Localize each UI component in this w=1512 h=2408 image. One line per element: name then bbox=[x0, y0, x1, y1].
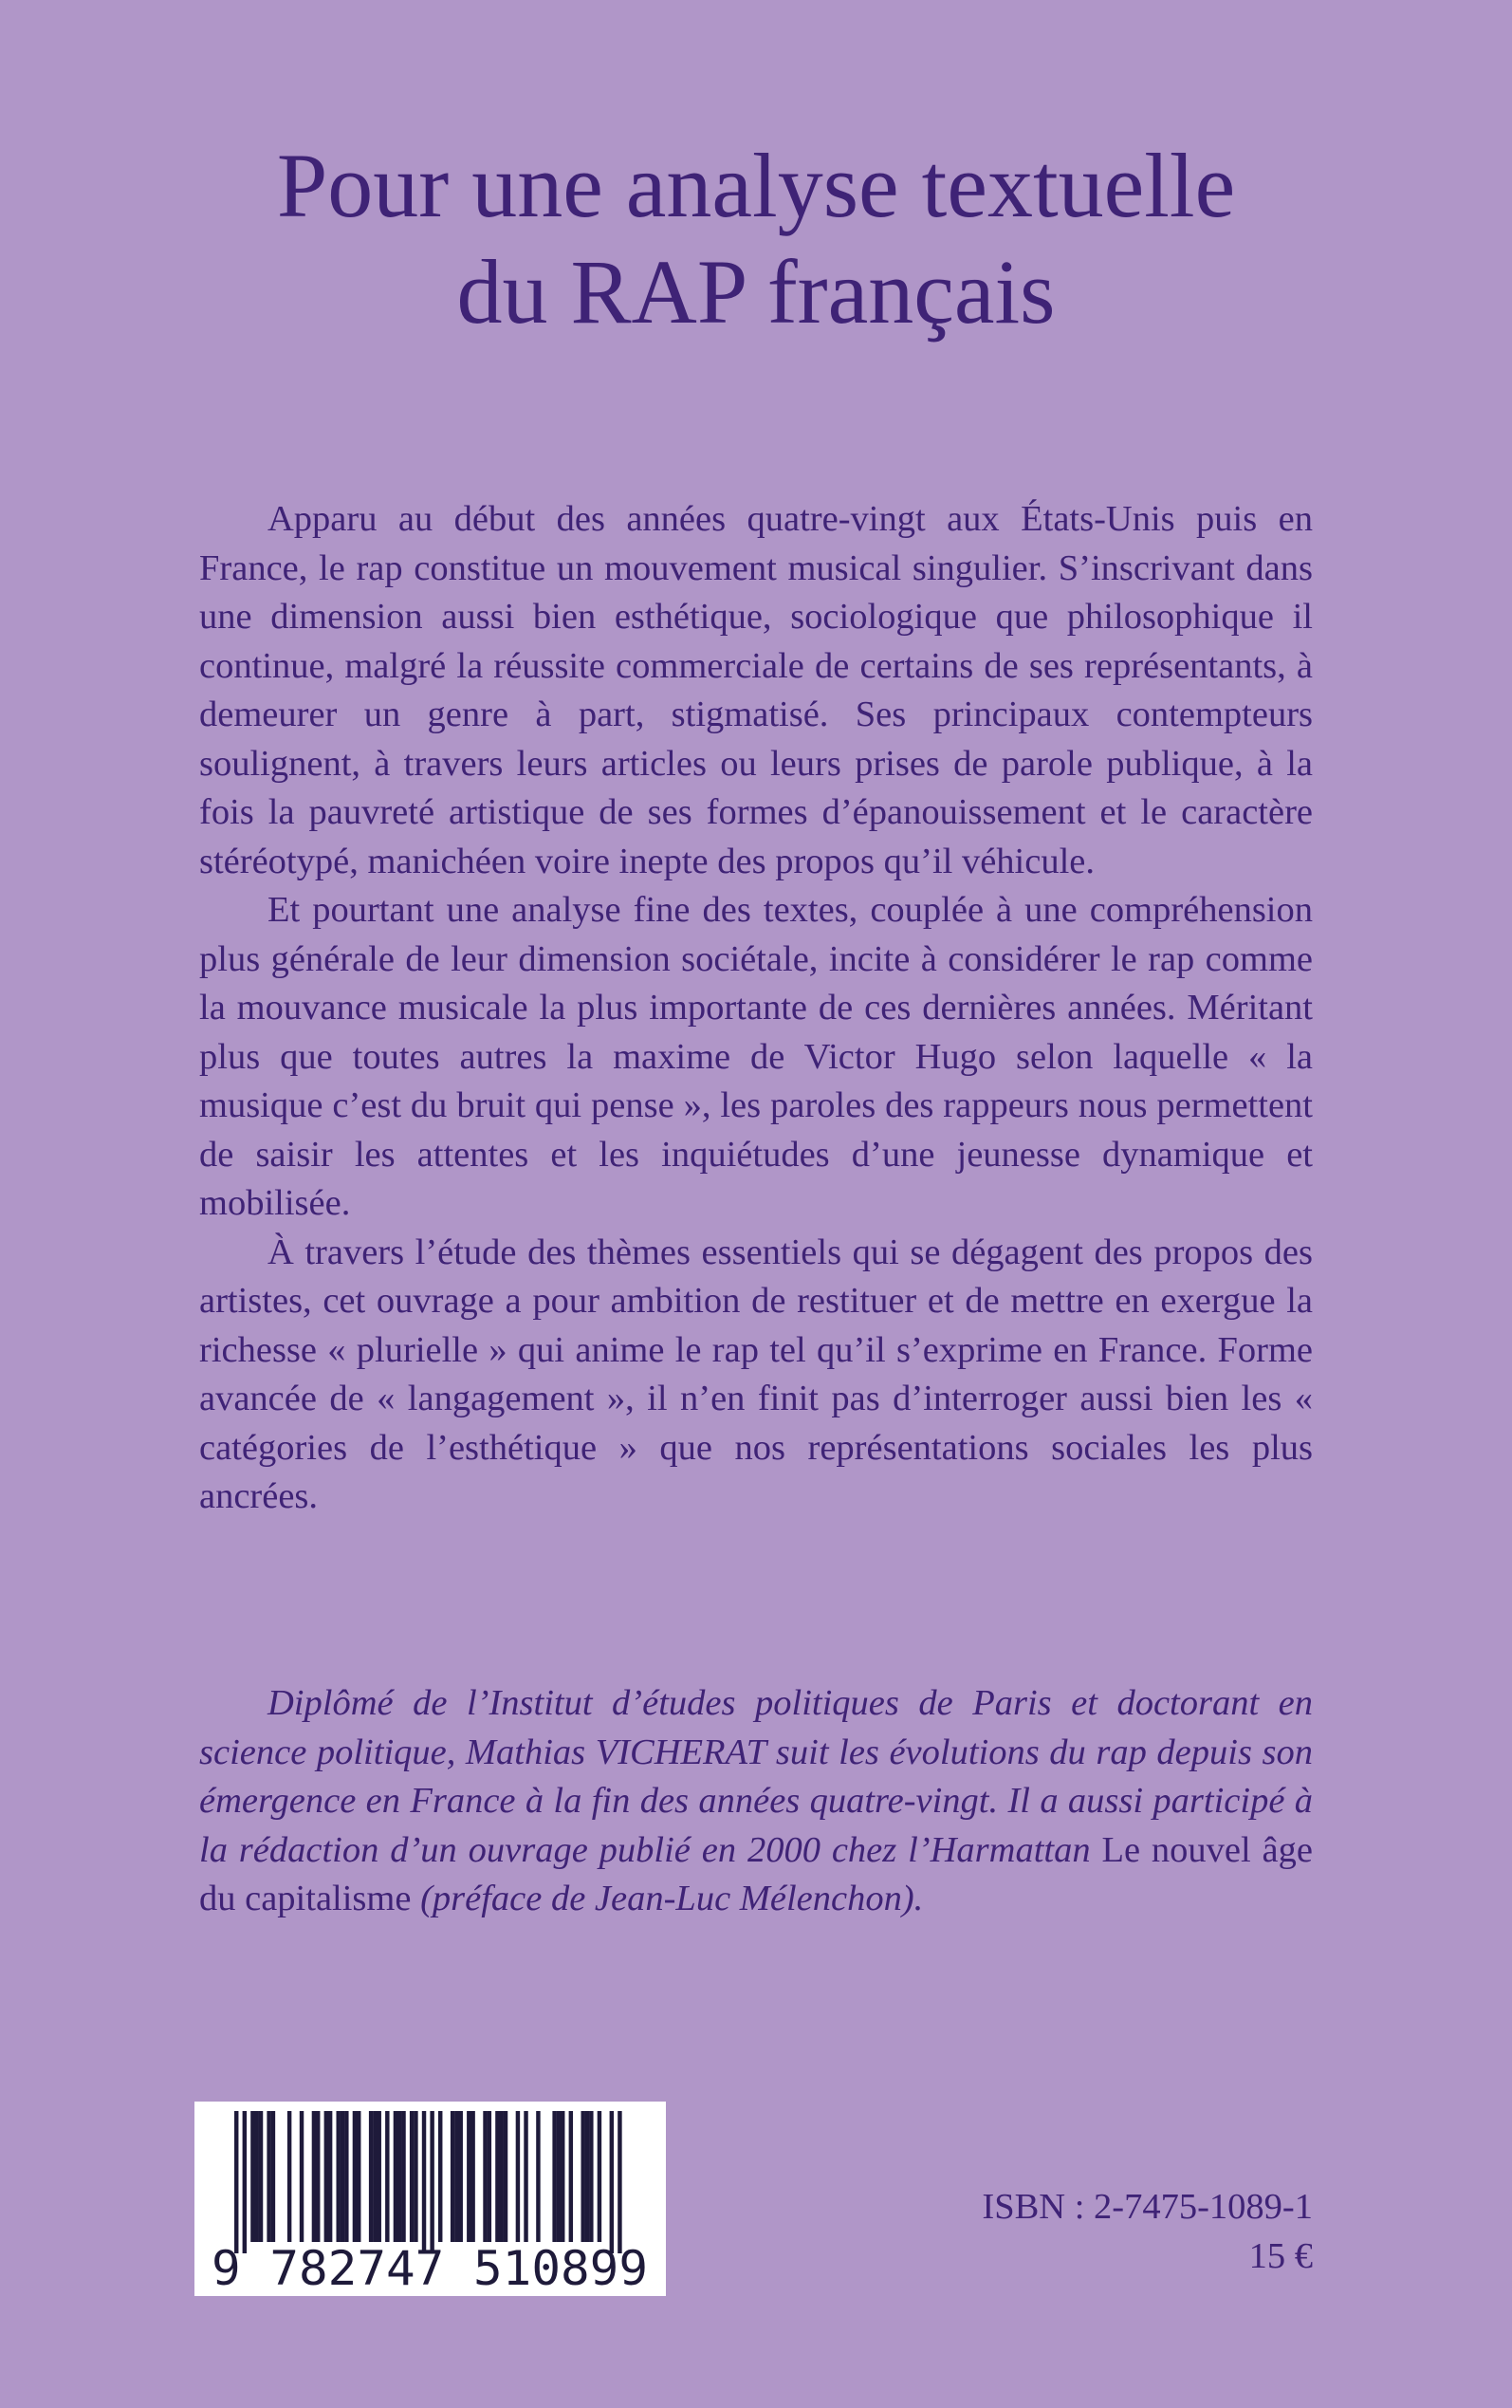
barcode-digits: 9 782747 510899 bbox=[212, 2241, 648, 2296]
barcode-bar bbox=[516, 2111, 520, 2242]
barcode-bar bbox=[357, 2111, 360, 2242]
barcode-bar bbox=[524, 2111, 527, 2242]
barcode-bar bbox=[344, 2111, 348, 2242]
author-bio-part-2: (préface de Jean-Luc Mélenchon). bbox=[411, 1879, 924, 1918]
barcode-bar bbox=[459, 2111, 463, 2242]
barcode-bar bbox=[467, 2111, 470, 2242]
barcode-bar bbox=[495, 2111, 499, 2242]
blurb-paragraph-1: Apparu au début des années quatre-vingt aux États-Unis puis en France, le rap constitue un mouvement musical singulier. S’inscrivant dans une dimension aussi bien esthétique, sociologique que philosophique il continue, malgré la réussite commerciale de certains de ses représentants, à demeurer un genre à part, stigmatisé. Ses principaux contempteurs soulignent, à travers leurs articles ou leurs prises de parole publique, à la fois la pauvreté artistique de ses formes d’épanouissement et le caractère stéréotypé, manichéen voire inepte des propos qu’il véhicule. bbox=[199, 499, 1313, 881]
barcode-bar bbox=[378, 2111, 381, 2242]
barcode-bar bbox=[255, 2111, 259, 2242]
barcode-bar bbox=[610, 2111, 614, 2253]
barcode-bar bbox=[585, 2111, 589, 2242]
book-title-line-2: du RAP français bbox=[456, 241, 1056, 343]
barcode-bar bbox=[454, 2111, 458, 2242]
barcode-bar bbox=[287, 2111, 291, 2242]
barcode-bar bbox=[353, 2111, 357, 2242]
blurb-paragraph-2: Et pourtant une analyse fine des textes, couplée à une compréhension plus générale de leur dimension sociétale, incite à considérer le rap comme la mouvance musicale la plus importante de ces dernières années. Méritant plus que toutes autres la maxime de Victor Hugo selon laquelle « la musique c’est du bruit qui pense », les paroles des rappeurs nous permettent de saisir les attentes et les inquiétudes d’une jeunesse dynamique et mobilisée. bbox=[199, 890, 1313, 1223]
barcode-bar bbox=[430, 2111, 433, 2253]
barcode-bars bbox=[234, 2111, 622, 2253]
barcode-bar bbox=[324, 2111, 328, 2242]
barcode-bar bbox=[488, 2111, 491, 2242]
barcode-bar bbox=[470, 2111, 474, 2242]
barcode-bar bbox=[504, 2111, 507, 2242]
blurb bbox=[199, 495, 1313, 1522]
blurb-paragraph-3: À travers l’étude des thèmes essentiels qui se dégagent des propos des artistes, cet ouvrage a pour ambition de restituer et de mettre en exergue la richesse « plurielle » qui anime le rap tel qu’il s’exprime en France. Forme avancée de « langagement », il n’en finit pas d’interroger aussi bien les « catégories de l’esthétique » que nos représentations sociales les plus ancrées. bbox=[199, 1232, 1313, 1516]
barcode-bar bbox=[385, 2111, 389, 2242]
cited-book-title: Le nouvel âge du capitalisme bbox=[199, 1829, 1313, 1918]
barcode-bar bbox=[316, 2111, 320, 2242]
isbn: ISBN : 2-7475-1089-1 bbox=[982, 2187, 1313, 2227]
barcode-bar bbox=[401, 2111, 405, 2242]
barcode-bar bbox=[300, 2111, 304, 2242]
barcode-bar bbox=[598, 2111, 601, 2242]
barcode-bar bbox=[569, 2111, 573, 2242]
barcode-bar bbox=[267, 2111, 270, 2242]
isbn-price-block bbox=[982, 2182, 1313, 2281]
barcode-bar bbox=[234, 2111, 238, 2253]
barcode-bar bbox=[438, 2111, 442, 2242]
barcode-bar bbox=[250, 2111, 254, 2242]
barcode-bar bbox=[337, 2111, 341, 2242]
barcode-bar bbox=[536, 2111, 540, 2242]
barcode bbox=[194, 2102, 666, 2296]
barcode-bar bbox=[451, 2111, 454, 2242]
barcode-bar bbox=[557, 2111, 561, 2242]
barcode-bar bbox=[312, 2111, 316, 2242]
barcode-bar bbox=[552, 2111, 556, 2242]
barcode-graphic bbox=[194, 2102, 666, 2296]
barcode-bar bbox=[373, 2111, 377, 2242]
barcode-bar bbox=[341, 2111, 344, 2242]
barcode-bar bbox=[271, 2111, 275, 2242]
barcode-bar bbox=[394, 2111, 397, 2242]
price: 15 € bbox=[1248, 2236, 1313, 2276]
barcode-bar bbox=[561, 2111, 564, 2242]
book-title-line-1: Pour une analyse textuelle bbox=[276, 135, 1236, 236]
barcode-bar bbox=[410, 2111, 414, 2242]
barcode-bar bbox=[259, 2111, 263, 2242]
barcode-bar bbox=[500, 2111, 504, 2242]
barcode-bar bbox=[422, 2111, 426, 2253]
barcode-bar bbox=[483, 2111, 487, 2242]
author-bio bbox=[199, 1679, 1313, 1924]
barcode-bar bbox=[328, 2111, 332, 2242]
barcode-bar bbox=[243, 2111, 247, 2253]
barcode-bar bbox=[589, 2111, 593, 2242]
barcode-bar bbox=[618, 2111, 621, 2253]
author-bio-part-1: Diplômé de l’Institut d’études politiques de Paris et doctorant en science politique, Mathias VICHERAT suit les évolutions du rap depuis son émergence en France à la fin des années quatre-vingt. Il a aussi participé à la rédaction d’un ouvrage publié en 2000 chez l’Harmattan bbox=[199, 1683, 1313, 1870]
barcode-bar bbox=[414, 2111, 417, 2242]
barcode-bar bbox=[581, 2111, 585, 2242]
barcode-bar bbox=[369, 2111, 373, 2242]
book-title bbox=[0, 133, 1512, 345]
barcode-bar bbox=[397, 2111, 401, 2242]
